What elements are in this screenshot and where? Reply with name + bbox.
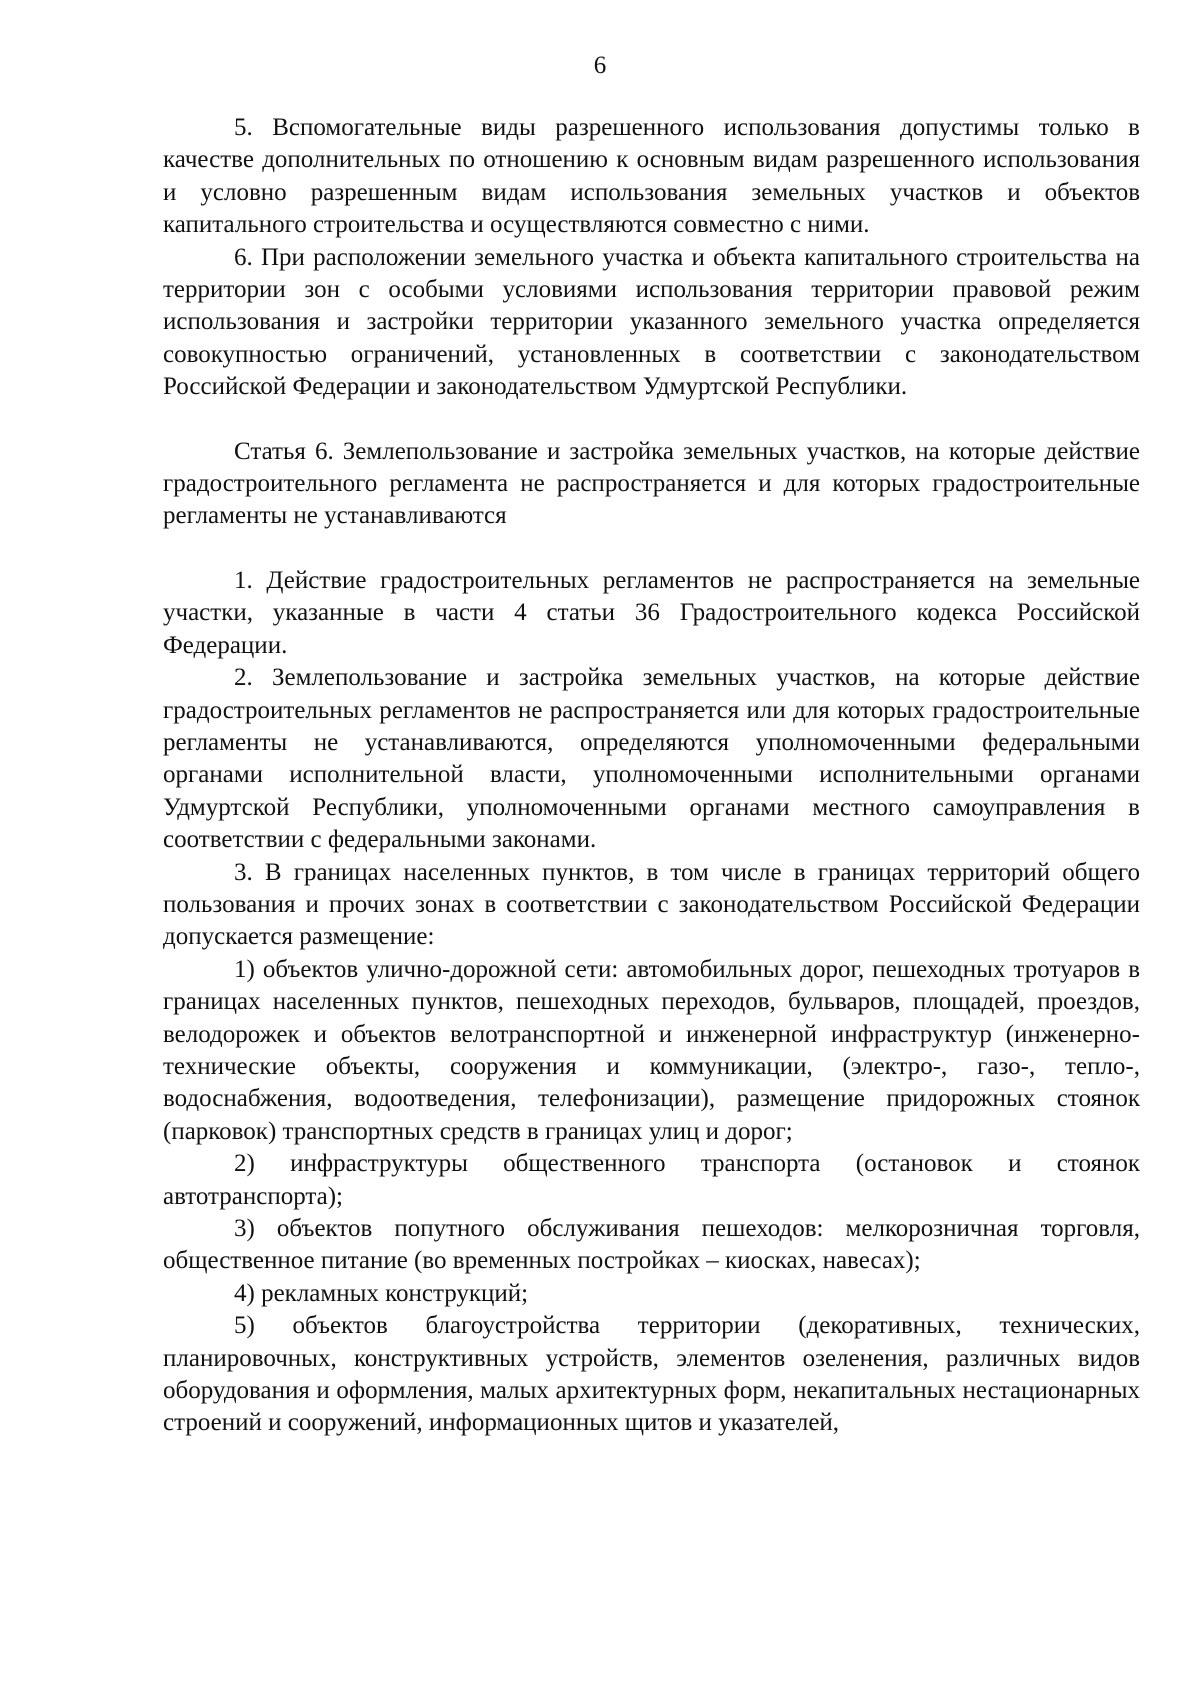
article-6-heading: Статья 6. Землепользование и застройка земельных участков, на которые действие градостроительного регламента не распространяется и для которых градостроительные регламенты не устанавливаются bbox=[163, 437, 1140, 530]
list-item-1: 1) объектов улично-дорожной сети: автомобильных дорог, пешеходных тротуаров в границах населенных пунктов, пешеходных переходов, бульваров, площадей, проездов, велодорожек и объектов велотранспортной и инженерной инфраструктур (инженерно-технические объекты, сооружения и коммуникации, (электро-, газо-, тепло-, водоснабжения, водоотведения, телефонизации), размещение придорожных стоянок (парковок) транспортных средств в границах улиц и дорог; bbox=[163, 955, 1140, 1145]
spacer bbox=[163, 533, 1140, 565]
list-item-3: 3) объектов попутного обслуживания пешеходов: мелкорозничная торговля, общественное питание (во временных постройках – киосках, навесах); bbox=[163, 1215, 1140, 1275]
article-6-paragraph-1: 1. Действие градостроительных регламентов не распространяется на земельные участки, указанные в части 4 статьи 36 Градостроительного кодекса Российской Федерации. bbox=[163, 566, 1140, 659]
page-number: 6 bbox=[593, 52, 607, 79]
document-body bbox=[163, 112, 1140, 1440]
spacer bbox=[163, 404, 1140, 436]
paragraph-6: 6. При расположении земельного участка и объекта капитального строительства на территории зон с особыми условиями использования территории правовой режим использования и застройки территории указанного земельного участка определяется совокупностью ограничений, установленных в соответствии с законодательством Российской Федерации и законодательством Удмуртской Республики. bbox=[163, 243, 1140, 401]
paragraph-5: 5. Вспомогательные виды разрешенного использования допустимы только в качестве дополнительных по отношению к основным видам разрешенного использования и условно разрешенным видам использования земельных участков и объектов капитального строительства и осуществляются совместно с ними. bbox=[163, 114, 1140, 239]
article-6-paragraph-3: 3. В границах населенных пунктов, в том числе в границах территорий общего пользования и прочих зонах в соответствии с законодательством Российской Федерации допускается размещение: bbox=[163, 858, 1140, 951]
article-6-paragraph-2: 2. Землепользование и застройка земельных участков, на которые действие градостроительных регламентов не распространяется или для которых градостроительные регламенты не устанавливаются, определяются уполномоченными федеральными органами исполнительной власти, уполномоченными исполнительными органами Удмуртской Республики, уполномоченными органами местного самоуправления в соответствии с федеральными законами. bbox=[163, 664, 1140, 854]
list-item-5: 5) объектов благоустройства территории (декоративных, технических, планировочных, конструктивных устройств, элементов озеленения, различных видов оборудования и оформления, малых архитектурных форм, некапитальных нестационарных строений и сооружений, информационных щитов и указателей, bbox=[163, 1312, 1140, 1437]
list-item-4: 4) рекламных конструкций; bbox=[234, 1279, 529, 1307]
list-item-2: 2) инфраструктуры общественного транспорта (остановок и стоянок автотранспорта); bbox=[163, 1150, 1140, 1210]
